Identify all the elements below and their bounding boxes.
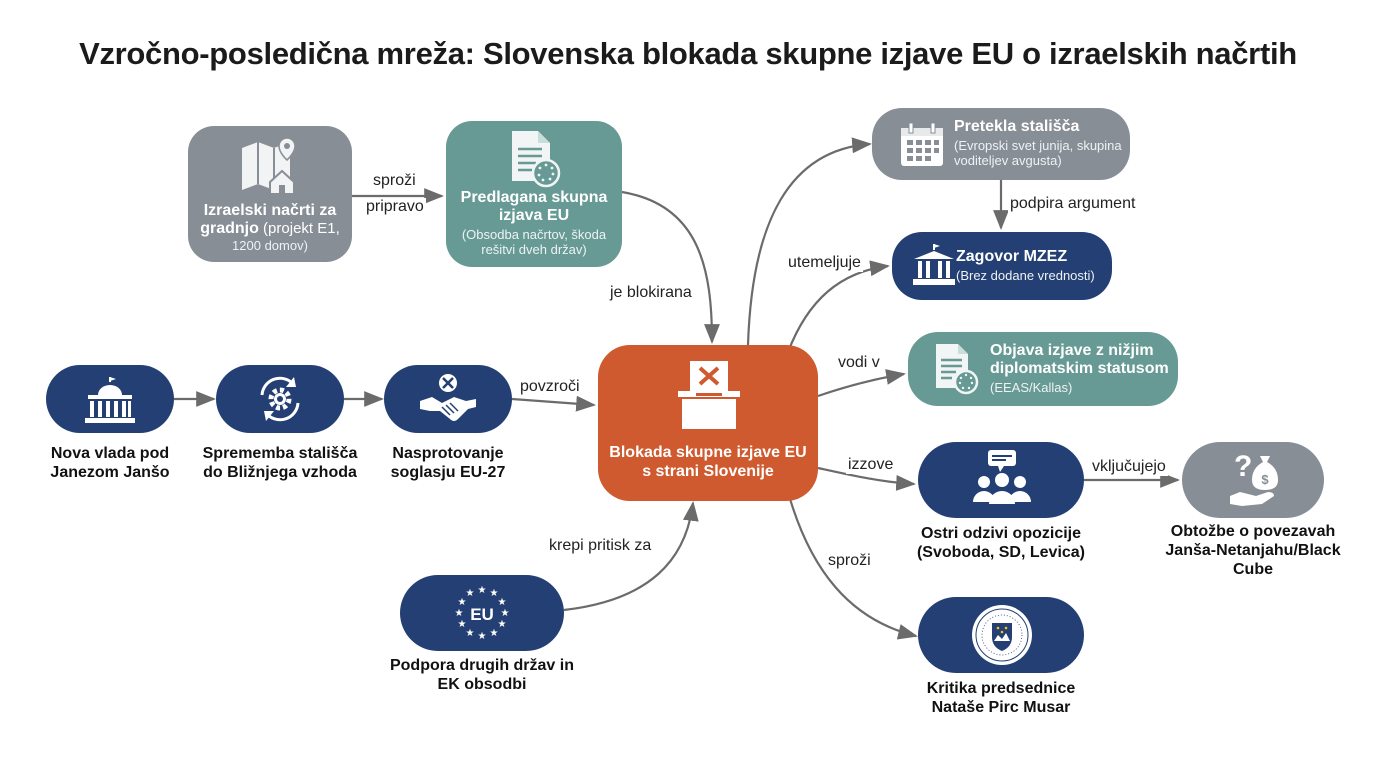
edge-label-povzroci: povzroči xyxy=(520,378,580,395)
svg-text:★: ★ xyxy=(454,608,464,619)
edge-label-je-blokirana: je blokirana xyxy=(610,284,692,301)
node-blockade xyxy=(598,345,818,501)
edge-support-to-blockade xyxy=(564,503,693,610)
document-eu-icon xyxy=(508,129,562,189)
node-accusations xyxy=(1182,442,1324,518)
document-eu-icon xyxy=(932,342,980,396)
accusations-caption: Obtožbe o povezavah Janša-Netanjahu/Black Cube xyxy=(1165,523,1341,578)
edge-label-vodi-v: vodi v xyxy=(838,354,880,371)
calendar-icon xyxy=(898,120,946,168)
node-proposed-statement xyxy=(446,121,622,267)
blockade-title: Blokada skupne izjave EU s strani Slovenije xyxy=(609,444,807,480)
past-positions-sub: (Evropski svet junija, skupina voditeljev avgusta) xyxy=(954,138,1122,168)
node-opposing-consensus xyxy=(384,365,512,433)
node-past-positions xyxy=(872,108,1130,180)
eu-badge-text: EU xyxy=(470,605,494,624)
node-mfa-defense xyxy=(892,232,1112,300)
lower-statement-sub: (EEAS/Kallas) xyxy=(990,380,1073,395)
node-lower-statement xyxy=(908,332,1178,406)
svg-text:★: ★ xyxy=(497,619,507,630)
question-money-icon xyxy=(1222,448,1286,512)
svg-text:★: ★ xyxy=(489,588,499,599)
node-support-other xyxy=(400,575,564,651)
people-speech-icon xyxy=(970,448,1034,512)
israeli-plans-title-b: gradnjo xyxy=(200,220,259,237)
edge-opposing-to-blockade xyxy=(512,399,594,405)
support-other-caption: Podpora drugih držav in EK obsodbi xyxy=(389,657,574,693)
lower-statement-title: Objava izjave z nižjim diplomatskim statusom xyxy=(990,342,1169,377)
svg-text:★: ★ xyxy=(477,585,487,596)
new-government-caption: Nova vlada pod Janezom Janšo xyxy=(50,445,170,481)
node-policy-change xyxy=(216,365,344,433)
svg-text:★: ★ xyxy=(500,608,510,619)
edge-label-izzove: izzove xyxy=(848,456,894,473)
edge-proposal-to-blockade xyxy=(622,192,712,342)
past-positions-title: Pretekla stališča xyxy=(954,118,1080,135)
svg-text:★: ★ xyxy=(489,628,499,639)
edge-label-krepi-pritisk: krepi pritisk za xyxy=(549,537,652,554)
edge-label-vkljucujejo: vključujejo xyxy=(1092,458,1166,475)
edge-blockade-to-mfa xyxy=(788,266,888,352)
ministry-building-icon xyxy=(910,242,958,290)
edge-label-utemeljuje: utemeljuje xyxy=(788,254,861,271)
svg-text:★: ★ xyxy=(497,597,507,608)
edge-label-podpira-argument: podpira argument xyxy=(1010,195,1136,212)
opposition-reactions-caption: Ostri odzivi opozicije (Svoboda, SD, Levica) xyxy=(916,525,1086,561)
svg-text:$: $ xyxy=(1261,472,1269,487)
map-house-icon xyxy=(236,138,300,196)
svg-text:★: ★ xyxy=(465,628,475,639)
presidential-seal-icon xyxy=(968,601,1036,669)
israeli-plans-title: Izraelski načrti za xyxy=(203,202,337,219)
israeli-plans-sub-a: (projekt E1, xyxy=(258,220,340,237)
edge-label-sprozi-2: sproži xyxy=(828,552,871,569)
broken-handshake-icon xyxy=(418,371,478,427)
ballot-box-x-icon xyxy=(674,357,744,431)
node-israeli-plans xyxy=(188,126,352,262)
edge-blockade-to-past xyxy=(748,144,870,345)
proposed-statement-title: Predlagana skupna izjava EU xyxy=(460,189,608,224)
node-president-criticism xyxy=(918,597,1084,673)
page-title: Vzročno-posledična mreža: Slovenska blokada skupne izjave EU o izraelskih načrtih xyxy=(79,36,1297,71)
mfa-defense-title: Zagovor MZEZ xyxy=(956,248,1068,265)
cycle-gear-icon xyxy=(254,373,306,425)
svg-text:★: ★ xyxy=(457,597,467,608)
edge-label-sprozi: sproži xyxy=(373,172,416,189)
proposed-statement-sub: (Obsodba načrtov, škoda rešitvi dveh držav) xyxy=(461,227,607,257)
edge-label-pripravo: pripravo xyxy=(366,198,424,215)
svg-text:★: ★ xyxy=(465,588,475,599)
svg-text:?: ? xyxy=(1234,450,1253,483)
svg-text:★: ★ xyxy=(477,631,487,642)
opposing-consensus-caption: Nasprotovanje soglasju EU-27 xyxy=(390,445,506,481)
node-new-government xyxy=(46,365,174,433)
government-building-icon xyxy=(80,373,140,425)
policy-change-caption: Sprememba stališča do Bližnjega vzhoda xyxy=(202,445,358,481)
edge-blockade-to-lower xyxy=(818,374,904,396)
eu-flag-icon xyxy=(450,581,514,645)
israeli-plans-sub-b: 1200 domov) xyxy=(232,238,308,253)
president-criticism-caption: Kritika predsednice Nataše Pirc Musar xyxy=(926,680,1076,716)
svg-text:★: ★ xyxy=(457,619,467,630)
node-opposition-reactions xyxy=(918,442,1084,518)
mfa-defense-sub: (Brez dodane vrednosti) xyxy=(956,268,1095,283)
